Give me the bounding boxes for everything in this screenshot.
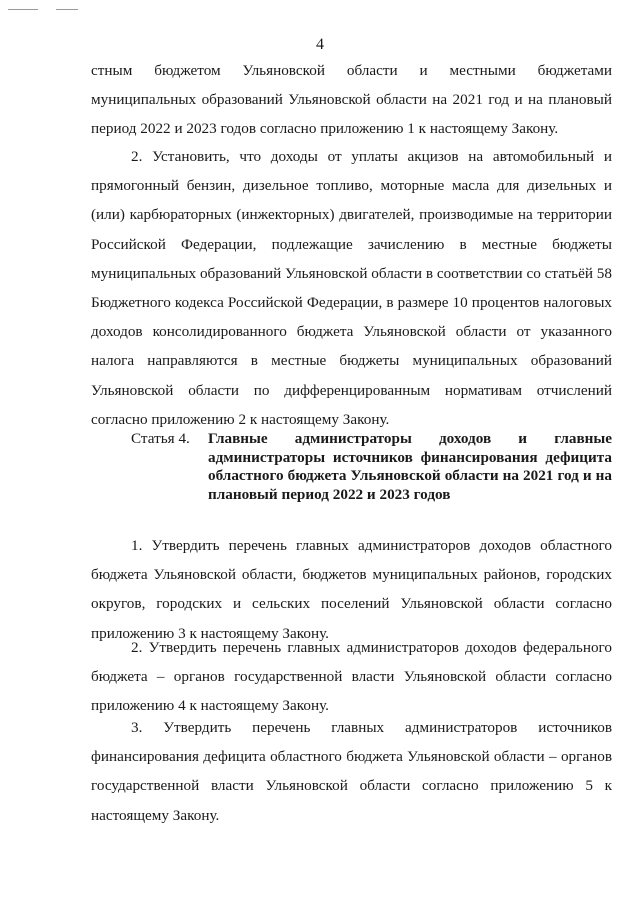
paragraph-item-2: 2. Установить, что доходы от уплаты акцизов на автомобильный и прямогонный бензин, дизельное топливо, моторные масла для дизельных и (или) карбюраторных (инжекторных) двигателей, производимые на территории Российской Федерации, подлежащие зачислению в местные бюджеты муниципальных образований Ульяновской области в соответствии со статьёй 58 Бюджетного кодекса Российской Федерации, в размере 10 процентов налоговых доходов консолидированного бюджета Ульяновской области от указанного налога направляются в местные бюджеты муниципальных образований Ульяновской области по дифференцированным нормативам отчислений согласно приложению 2 к настоящему Закону. [91, 148, 612, 428]
article-title: Главные администраторы доходов и главные администраторы источников финансирования дефицита областного бюджета Ульяновской области на 2021 год и на плановый период 2022 и 2023 годов [208, 430, 612, 503]
scan-mark [56, 9, 78, 10]
article-label: Статья 4. [131, 430, 190, 447]
paragraph-continuation: стным бюджетом Ульяновской области и местными бюджетами муниципальных образований Ульяновской области на 2021 год и на плановый период 2022 и 2023 годов согласно приложению 1 к настоящему Закону. [91, 62, 612, 138]
scan-mark [8, 9, 38, 10]
article-item-3: 3. Утвердить перечень главных администраторов источников финансирования дефицита областного бюджета Ульяновской области – органов государственной власти Ульяновской области согласно приложению 5 к настоящему Закону. [91, 719, 612, 824]
article-heading [131, 430, 612, 504]
article-item-2: 2. Утвердить перечень главных администраторов доходов федерального бюджета – органов государственной власти Ульяновской области согласно приложению 4 к настоящему Закону. [91, 639, 612, 715]
article-item-1: 1. Утвердить перечень главных администраторов доходов областного бюджета Ульяновской области, бюджетов муниципальных районов, городских округов, городских и сельских поселений Ульяновской области согласно приложению 3 к настоящему Закону. [91, 537, 612, 642]
page-number: 4 [316, 36, 324, 53]
